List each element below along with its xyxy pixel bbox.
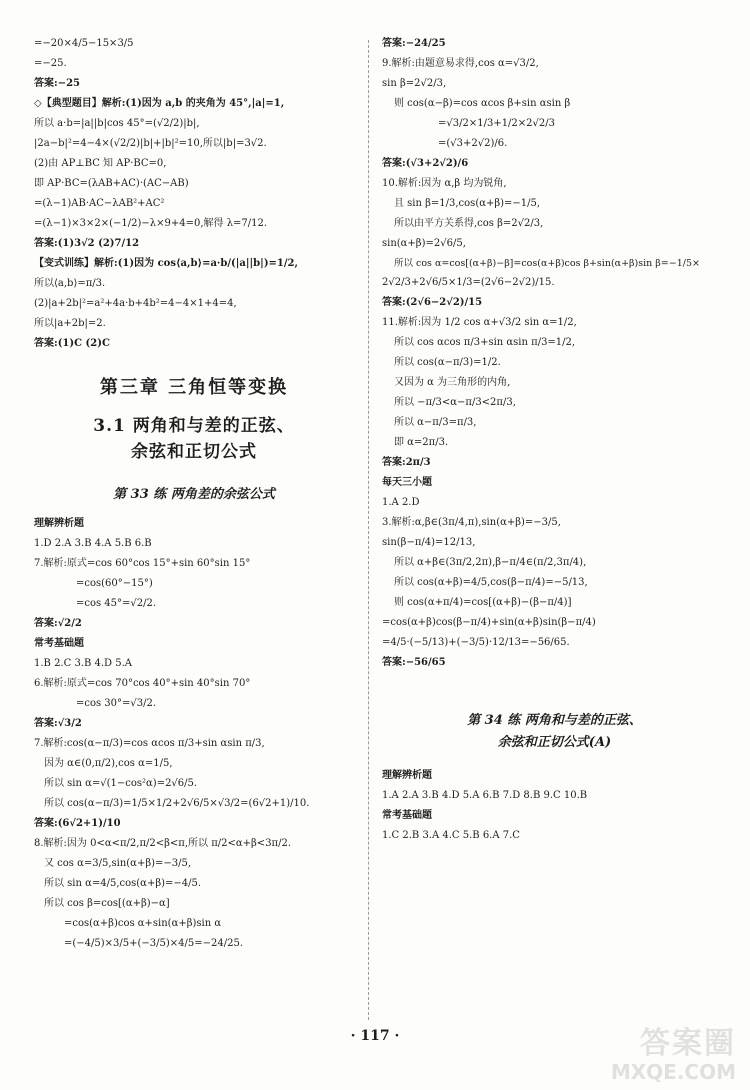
text-line: 【变式训练】解析:(1)因为 cos⟨a,b⟩=a·b/(|a||b|)=1/2, — [34, 258, 298, 269]
text-line: 1.B 2.C 3.B 4.D 5.A — [34, 658, 133, 670]
text-line: 所以|a+2b|=2. — [34, 318, 106, 329]
answer-line: 答案:(√3+2√2)/6 — [382, 158, 469, 169]
text-line: =√3/2×1/3+1/2×2√2/3 — [438, 118, 555, 129]
right-solutions-a — [382, 38, 727, 670]
text-line: 所以 cos(α−π/3)=1/2. — [394, 357, 501, 369]
answer-line: 答案:(6√2+1)/10 — [34, 818, 121, 830]
text-line: 即 AP·BC=(λAB+AC)·(AC−AB) — [34, 178, 189, 189]
text-line: sin(α+β)=2√6/5, — [382, 238, 466, 249]
text-line: =cos(α+β)cos α+sin(α+β)sin α — [64, 918, 222, 930]
watermark-line-2: MXQE.COM — [610, 1060, 736, 1084]
answer-line: 答案:(2√6−2√2)/15 — [382, 297, 483, 309]
subsection-heading: 常考基础题 — [382, 810, 432, 822]
text-line: =4/5·(−5/13)+(−3/5)·12/13=−56/65. — [382, 637, 570, 649]
text-line: 所以 sin α=4/5,cos(α+β)=−4/5. — [44, 878, 202, 890]
left-top-solutions — [34, 38, 354, 351]
text-line: 1.A 2.A 3.B 4.D 5.A 6.B 7.D 8.B 9.C 10.B — [382, 790, 588, 802]
answer-line: 答案:−25 — [34, 78, 80, 89]
text-line: 且 sin β=1/3,cos(α+β)=−1/5, — [394, 198, 541, 209]
text-line: 所以 α+β∈(3π/2,2π),β−π/4∈(π/2,3π/4), — [394, 557, 587, 569]
subsection-heading: 理解辨析题 — [382, 770, 432, 782]
text-line: 1.C 2.B 3.A 4.C 5.B 6.A 7.C — [382, 830, 520, 842]
subsection-heading: 常考基础题 — [34, 638, 84, 650]
drill-34-heading — [382, 710, 727, 754]
text-line: (2)由 AP⊥BC 知 AP·BC=0, — [34, 158, 167, 169]
text-line: 2√2/3+2√6/5×1/3=(2√6−2√2)/15. — [382, 277, 555, 289]
drill-34-heading-line-1: 第 34 练 两角和与差的正弦、 — [467, 712, 642, 728]
answer-line: 答案:√3/2 — [34, 718, 82, 730]
text-line: =(λ−1)AB·AC−λAB²+AC² — [34, 198, 165, 209]
drill-34-answers — [382, 770, 727, 843]
text-line: 7.解析:cos(α−π/3)=cos αcos π/3+sin αsin π/3, — [34, 738, 265, 750]
text-line: =(−4/5)×3/5+(−3/5)×4/5=−24/25. — [64, 938, 244, 950]
answer-line: 答案:(1)3√2 (2)7/12 — [34, 238, 140, 249]
text-line: |2a−b|²=4−4×(√2/2)|b|+|b|²=10,所以|b|=3√2. — [34, 138, 267, 149]
subsection-heading: 理解辨析题 — [34, 518, 84, 530]
text-line: 所以 cos(α+β)=4/5,cos(β−π/4)=−5/13, — [394, 577, 588, 589]
text-line: 又 cos α=3/5,sin(α+β)=−3/5, — [44, 858, 192, 870]
text-line: 即 α=2π/3. — [394, 437, 449, 449]
text-line: =cos 30°=√3/2. — [76, 698, 157, 710]
text-line: 所以 α−π/3=π/3, — [394, 417, 477, 429]
text-line: 3.解析:α,β∈(3π/4,π),sin(α+β)=−3/5, — [382, 517, 561, 529]
text-line: 则 cos(α+π/4)=cos[(α+β)−(β−π/4)] — [394, 597, 572, 609]
text-line: 6.解析:原式=cos 70°cos 40°+sin 40°sin 70° — [34, 678, 251, 690]
text-line: 1.D 2.A 3.B 4.A 5.B 6.B — [34, 538, 152, 550]
right-column — [382, 38, 727, 850]
text-line: =(λ−1)×3×2×(−1/2)−λ×9+4=0,解得 λ=7/12. — [34, 218, 268, 229]
drill-33-heading: 第 33 练 两角差的余弦公式 — [113, 487, 275, 503]
text-line: =cos(60°−15°) — [76, 578, 153, 590]
section-title-line-2: 余弦和正切公式 — [131, 441, 257, 462]
text-line: 所以 sin α=√(1−cos²α)=2√6/5. — [44, 778, 198, 790]
watermark-logo — [604, 1018, 736, 1084]
text-line: 因为 α∈(0,π/2),cos α=1/5, — [44, 758, 173, 770]
answer-line: 答案:√2/2 — [34, 618, 82, 630]
text-line: 所以 −π/3<α−π/3<2π/3, — [394, 397, 516, 409]
text-line: =(√3+2√2)/6. — [438, 138, 508, 149]
text-line: =cos 45°=√2/2. — [76, 598, 157, 610]
text-line: 7.解析:原式=cos 60°cos 15°+sin 60°sin 15° — [34, 558, 251, 570]
left-column — [34, 38, 354, 958]
section-title-line-1: 3.1 两角和与差的正弦、 — [93, 415, 295, 436]
answer-line: 答案:−24/25 — [382, 38, 446, 49]
text-line: 所以 a·b=|a||b|cos 45°=(√2/2)|b|, — [34, 118, 200, 129]
text-line: 所以 cos αcos π/3+sin αsin π/3=1/2, — [394, 337, 576, 349]
text-line: 所以 cos β=cos[(α+β)−α] — [44, 898, 170, 910]
chapter-title: 第三章 三角恒等变换 — [99, 376, 289, 398]
column-divider — [368, 40, 369, 1020]
text-line: 所以⟨a,b⟩=π/3. — [34, 278, 106, 289]
text-line: 9.解析:由题意易求得,cos α=√3/2, — [382, 58, 539, 69]
answer-line: 答案:(1)C (2)C — [34, 338, 110, 349]
text-line: 则 cos(α−β)=cos αcos β+sin αsin β — [394, 98, 571, 109]
text-line: 8.解析:因为 0<α<π/2,π/2<β<π,所以 π/2<α+β<3π/2. — [34, 838, 292, 850]
text-line: 10.解析:因为 α,β 均为锐角, — [382, 178, 507, 189]
answer-line: 答案:2π/3 — [382, 457, 431, 469]
text-line: sin β=2√2/3, — [382, 78, 447, 89]
watermark-line-1: 答案圈 — [640, 1026, 736, 1061]
text-line: 所以 cos α=cos[(α+β)−β]=cos(α+β)cos β+sin(α+β)sin β=−1/5× — [394, 258, 700, 269]
subsection-heading: 每天三小题 — [382, 477, 432, 489]
text-line: =−20×4/5−15×3/5 — [34, 38, 134, 49]
text-line: (2)|a+2b|²=a²+4a·b+4b²=4−4×1+4=4, — [34, 298, 237, 309]
text-line: 所以由平方关系得,cos β=2√2/3, — [394, 218, 544, 229]
text-line: 1.A 2.D — [382, 497, 420, 509]
text-line: 又因为 α 为三角形的内角, — [394, 377, 511, 389]
text-line: 所以 cos(α−π/3)=1/5×1/2+2√6/5×√3/2=(6√2+1)/10. — [44, 798, 310, 810]
text-line: =cos(α+β)cos(β−π/4)+sin(α+β)sin(β−π/4) — [382, 617, 596, 629]
text-line: 11.解析:因为 1/2 cos α+√3/2 sin α=1/2, — [382, 317, 577, 329]
answer-line: 答案:−56/65 — [382, 657, 446, 669]
text-line: ◇【典型题目】解析:(1)因为 a,b 的夹角为 45°,|a|=1, — [34, 98, 285, 109]
drill-34-heading-line-2: 余弦和正切公式(A) — [497, 734, 612, 750]
page-number: · 117 · — [350, 1028, 400, 1044]
drill-33-solutions — [34, 518, 354, 951]
text-line: =−25. — [34, 58, 67, 69]
text-line: sin(β−π/4)=12/13, — [382, 537, 476, 549]
